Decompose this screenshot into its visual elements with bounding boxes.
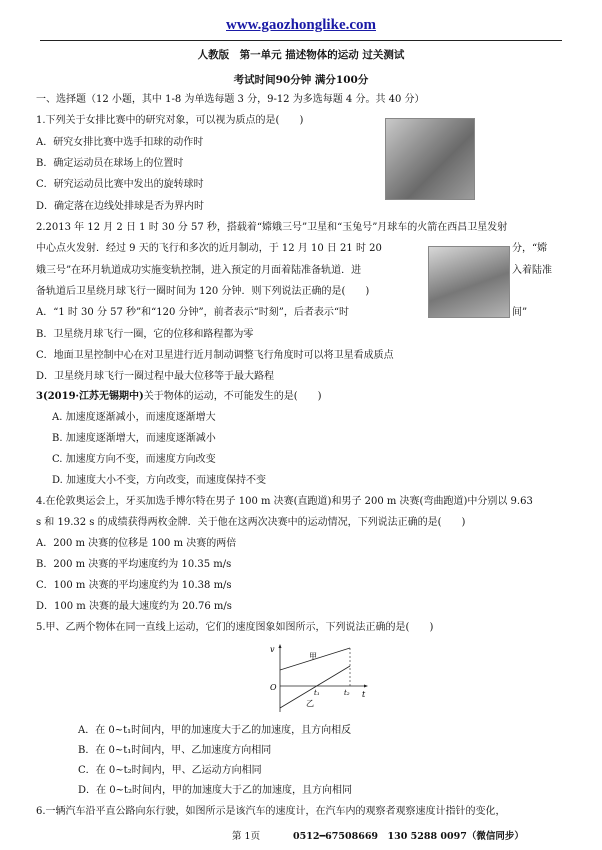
q3-stem-text: 关于物体的运动，不可能发生的是( ) [143,391,322,402]
t2-label: t₂ [344,689,350,697]
page-number: 第 1页 [232,831,261,842]
q2-option-c: C．地面卫星控制中心在对卫星进行近月制动调整飞行角度时可以将卫星看成质点 [36,350,394,361]
q1-option-d: D．确定落在边线处排球是否为界内时 [36,201,205,212]
q4-line-2: s 和 19.32 s 的成绩获得两枚金牌．关于他在这两次决赛中的运动情况，下列说法正确的是( ) [36,517,466,528]
q2-option-a: A．“1 时 30 分 57 秒”和“120 分钟”，前者表示“时刻”，后者表示“时 [36,307,349,318]
site-url[interactable]: www.gaozhonglike.com [226,17,376,33]
rocket-launch-photo [428,246,510,318]
yi-label: 乙 [306,699,314,708]
q2-option-a-end: 间” [512,307,528,318]
q5-option-c: C．在 0~t₂时间内，甲、乙运动方向相同 [78,765,262,776]
v-label: v [270,645,275,654]
q4-option-c: C．100 m 决赛的平均速度约为 10.38 m/s [36,580,232,591]
q2-line-2b: 分，“嫦 [512,243,548,254]
exam-subtitle: 考试时间90分钟 满分100分 [233,74,369,86]
q2-line-3a: 娥三号”在环月轨道成功实施变轨控制，进入预定的月面着陆准备轨道．进 [36,265,362,276]
q4-option-a: A．200 m 决赛的位移是 100 m 决赛的两倍 [36,538,237,549]
q1-option-c: C．研究运动员比赛中发出的旋转球时 [36,179,204,190]
q2-option-b: B．卫星绕月球飞行一圈，它的位移和路程都为零 [36,329,254,340]
q3-stem [36,390,322,404]
q4-line-1: 4.在伦敦奥运会上，牙买加选手博尔特在男子 100 m 决赛(直跑道)和男子 200 m 决赛(弯曲跑道)中分别以 9.63 [36,496,533,507]
velocity-time-graph [262,642,370,714]
q3-source: 3(2019·江苏无锡期中) [36,391,144,402]
q2-line-2a: 中心点火发射．经过 9 天的飞行和多次的近月制动，于 12 月 10 日 21 时 20 [36,243,382,254]
q3-option-a: A. 加速度逐渐减小，而速度逐渐增大 [52,412,216,423]
q4-option-b: B．200 m 决赛的平均速度约为 10.35 m/s [36,559,232,570]
origin-label: O [270,683,277,692]
q5-stem: 5.甲、乙两个物体在同一直线上运动，它们的速度图象如图所示，下列说法正确的是( ) [36,622,434,633]
q3-option-d: D. 加速度大小不变，方向改变，而速度保持不变 [52,475,267,486]
q5-option-b: B．在 0~t₁时间内，甲、乙加速度方向相同 [78,745,272,756]
q1-option-a: A．研究女排比赛中选手扣球的动作时 [36,137,204,148]
exam-title: 人教版 第一单元 描述物体的运动 过关测试 [197,49,405,61]
yi-line [280,666,350,708]
q2-line-3b: 入着陆准 [512,265,552,276]
t-axis-arrow [364,685,368,688]
contact-phone: 0512━67508669 130 5288 0097（微信同步） [293,831,524,842]
q5-option-a: A．在 0~t₁时间内，甲的加速度大于乙的加速度，且方向相反 [78,725,352,736]
t1-label: t₁ [314,689,320,697]
q2-option-d: D．卫星绕月球飞行一圈过程中最大位移等于最大路程 [36,371,275,382]
q6-stem: 6.一辆汽车沿平直公路向东行驶，如图所示是该汽车的速度计，在汽车内的观察者观察速度计指针的变化， [36,806,506,817]
t-label: t [362,690,366,699]
q3-option-c: C. 加速度方向不变，而速度方向改变 [52,454,216,465]
header-divider [40,40,562,41]
v-axis-arrow [279,644,282,648]
q5-option-d: D．在 0~t₂时间内，甲的加速度大于乙的加速度，且方向相同 [78,785,352,796]
q1-stem: 1.下列关于女排比赛中的研究对象，可以视为质点的是( ) [36,115,304,126]
q2-line-4: 备轨道后卫星绕月球飞行一圈时间为 120 分钟．则下列说法正确的是( ) [36,286,370,297]
q3-option-b: B. 加速度逐渐增大，而速度逐渐减小 [52,433,216,444]
q2-line-1: 2.2013 年 12 月 2 日 1 时 30 分 57 秒，搭载着“嫦娥三号”卫星和“玉兔号”月球车的火箭在西昌卫星发射 [36,222,508,233]
q1-option-b: B．确定运动员在球场上的位置时 [36,158,184,169]
jia-label: 甲 [309,652,317,661]
section-heading: 一、选择题（12 小题，其中 1-8 为单选每题 3 分，9-12 为多选每题 4 分。共 40 分） [36,94,425,105]
q4-option-d: D．100 m 决赛的最大速度约为 20.76 m/s [36,601,232,612]
volleyball-photo [385,118,475,200]
